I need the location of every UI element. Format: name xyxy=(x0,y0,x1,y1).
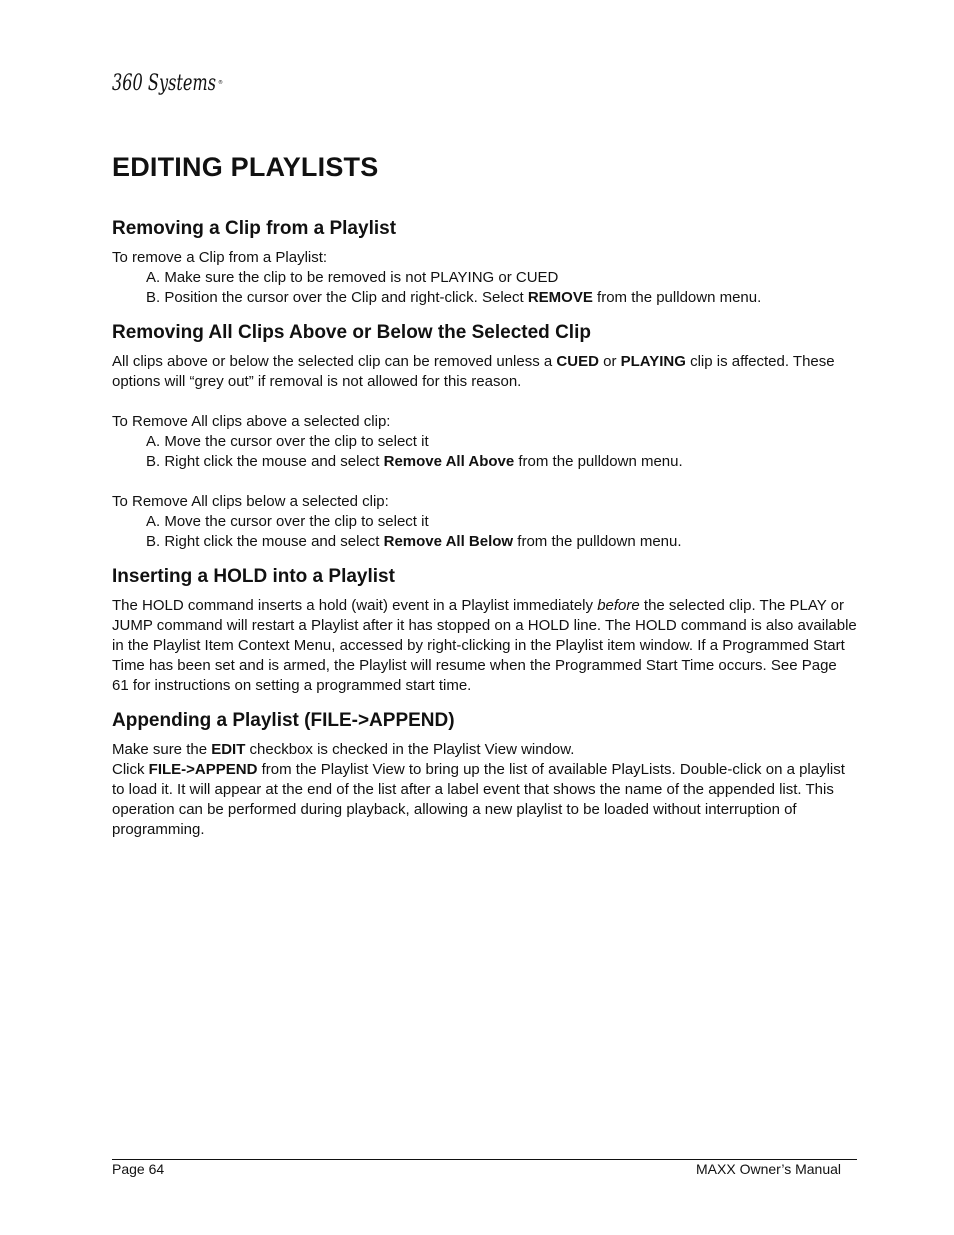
360-systems-logo xyxy=(110,64,225,100)
manual-title: MAXX Owner’s Manual xyxy=(696,1161,841,1177)
step-a: A. Make sure the clip to be removed is not PLAYING or CUED xyxy=(146,269,559,286)
page-title: EDITING PLAYLISTS xyxy=(112,152,379,182)
above-intro: To Remove All clips above a selected clip: xyxy=(112,413,391,430)
below-intro: To Remove All clips below a selected clip: xyxy=(112,493,389,510)
above-step-b: B. Right click the mouse and select Remove All Above from the pulldown menu. xyxy=(146,453,683,470)
append-paragraph: Click FILE->APPEND from the Playlist View to bring up the list of available PlayLists. Double-click on a playlist to load it. It will appear at the end of the list after a label event that shows the name of the appended list. This operation can be performed during playback, allowing a new playlist to be loaded without interruption of programming. xyxy=(112,761,845,838)
document-body xyxy=(112,216,857,852)
append-line-1: Make sure the EDIT checkbox is checked in the Playlist View window. xyxy=(112,741,575,758)
svg-text:360 Systems: 360 Systems xyxy=(112,71,216,96)
below-step-b: B. Right click the mouse and select Remove All Below from the pulldown menu. xyxy=(146,533,682,550)
below-step-a: A. Move the cursor over the clip to select it xyxy=(146,513,429,530)
svg-text:®: ® xyxy=(218,80,223,86)
section-heading: Removing All Clips Above or Below the Selected Clip xyxy=(112,322,591,343)
page-number: Page 64 xyxy=(112,1161,165,1177)
footer-rule xyxy=(112,1159,857,1160)
section-heading: Appending a Playlist (FILE->APPEND) xyxy=(112,710,455,731)
step-b: B. Position the cursor over the Clip and right-click. Select REMOVE from the pulldown menu. xyxy=(146,289,762,306)
section-paragraph: The HOLD command inserts a hold (wait) event in a Playlist immediately before the selected clip. The PLAY or JUMP command will restart a Playlist after it has stopped on a HOLD line. The HOLD command is also available in the Playlist Item Context Menu, accessed by right-clicking in the Playlist item window. If a Programmed Start Time has been set and is armed, the Playlist will resume when the Programmed Start Time occurs. See Page 61 for instructions on setting a programmed start time. xyxy=(112,597,857,694)
section-intro: To remove a Clip from a Playlist: xyxy=(112,249,328,266)
section-remove-all xyxy=(112,320,857,552)
section-append-playlist xyxy=(112,708,857,840)
section-insert-hold xyxy=(112,564,857,696)
section-heading: Removing a Clip from a Playlist xyxy=(112,218,397,239)
section-remove-clip xyxy=(112,216,857,308)
section-heading: Inserting a HOLD into a Playlist xyxy=(112,566,395,587)
section-paragraph: All clips above or below the selected clip can be removed unless a CUED or PLAYING clip is affected. These options will “grey out” if removal is not allowed for this reason. xyxy=(112,353,835,390)
above-step-a: A. Move the cursor over the clip to select it xyxy=(146,433,429,450)
